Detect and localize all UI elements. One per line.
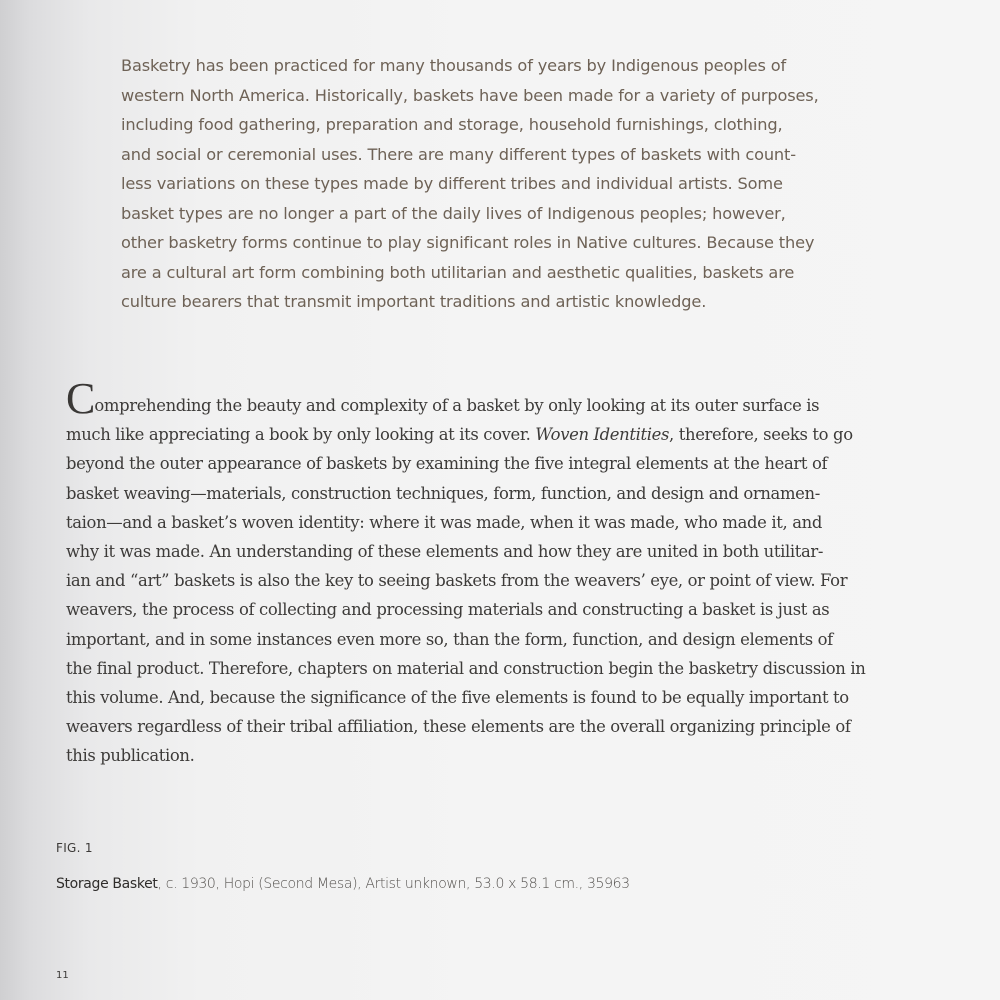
body-line: ian and “art” baskets is also the key to seeing baskets from the weavers’ eye, or point of view. For [66, 571, 848, 591]
body-line: taion—and a basket’s woven identity: where it was made, when it was made, who made it, and [66, 512, 822, 532]
intro-line: including food gathering, preparation and storage, household furnishings, clothing, [121, 115, 783, 134]
intro-line: basket types are no longer a part of the daily lives of Indigenous peoples; however, [121, 203, 786, 223]
figure-caption [56, 876, 630, 892]
body-line: beyond the outer appearance of baskets by examining the five integral elements at the heart of [66, 454, 828, 474]
body-line: important, and in some instances even more so, than the form, function, and design elements of [66, 629, 833, 649]
body-line [66, 374, 926, 423]
body-line: weavers, the process of collecting and processing materials and constructing a basket is just as [66, 600, 830, 620]
body-line: the final product. Therefore, chapters on material and construction begin the basketry discussion in [66, 658, 866, 678]
body-line: basket weaving—materials, construction techniques, form, function, and design and ornamen- [66, 483, 820, 503]
body-line-2-before: much like appreciating a book by only looking at its cover. [66, 425, 536, 445]
intro-line: other basketry forms continue to play significant roles in Native cultures. Because they [121, 233, 815, 252]
intro-line: are a cultural art form combining both utilitarian and aesthetic qualities, baskets are [121, 262, 795, 282]
caption-title: Storage Basket [56, 876, 158, 892]
drop-cap: C [66, 374, 96, 423]
figure-label: FIG. 1 [56, 841, 93, 855]
body-line [66, 420, 926, 449]
intro-line: western North America. Historically, baskets have been made for a variety of purposes, [121, 85, 819, 105]
body-line: why it was made. An understanding of these elements and how they are united in both utilitar- [66, 542, 824, 562]
body-line: this volume. And, because the significance of the five elements is found to be equally important to [66, 688, 849, 708]
intro-paragraph [121, 51, 881, 317]
intro-line: Basketry has been practiced for many thousands of years by Indigenous peoples of [121, 56, 787, 75]
body-line: weavers regardless of their tribal affiliation, these elements are the overall organizing principle of [66, 717, 851, 737]
page-number: 11 [56, 970, 69, 981]
body-paragraph [66, 374, 926, 771]
intro-line: culture bearers that transmit important traditions and artistic knowledge. [121, 292, 707, 311]
caption-details: , c. 1930, Hopi (Second Mesa), Artist unknown, 53.0 x 58.1 cm., 35963 [157, 876, 630, 892]
body-line: this publication. [66, 746, 195, 766]
intro-line: less variations on these types made by different tribes and individual artists. Some [121, 174, 783, 193]
intro-line: and social or ceremonial uses. There are many different types of baskets with count- [121, 144, 796, 164]
body-line-2-after: , therefore, seeks to go [669, 425, 853, 445]
book-title-italic: Woven Identities [535, 425, 670, 445]
body-line-1-text: omprehending the beauty and complexity of a basket by only looking at its outer surface is [94, 396, 820, 415]
